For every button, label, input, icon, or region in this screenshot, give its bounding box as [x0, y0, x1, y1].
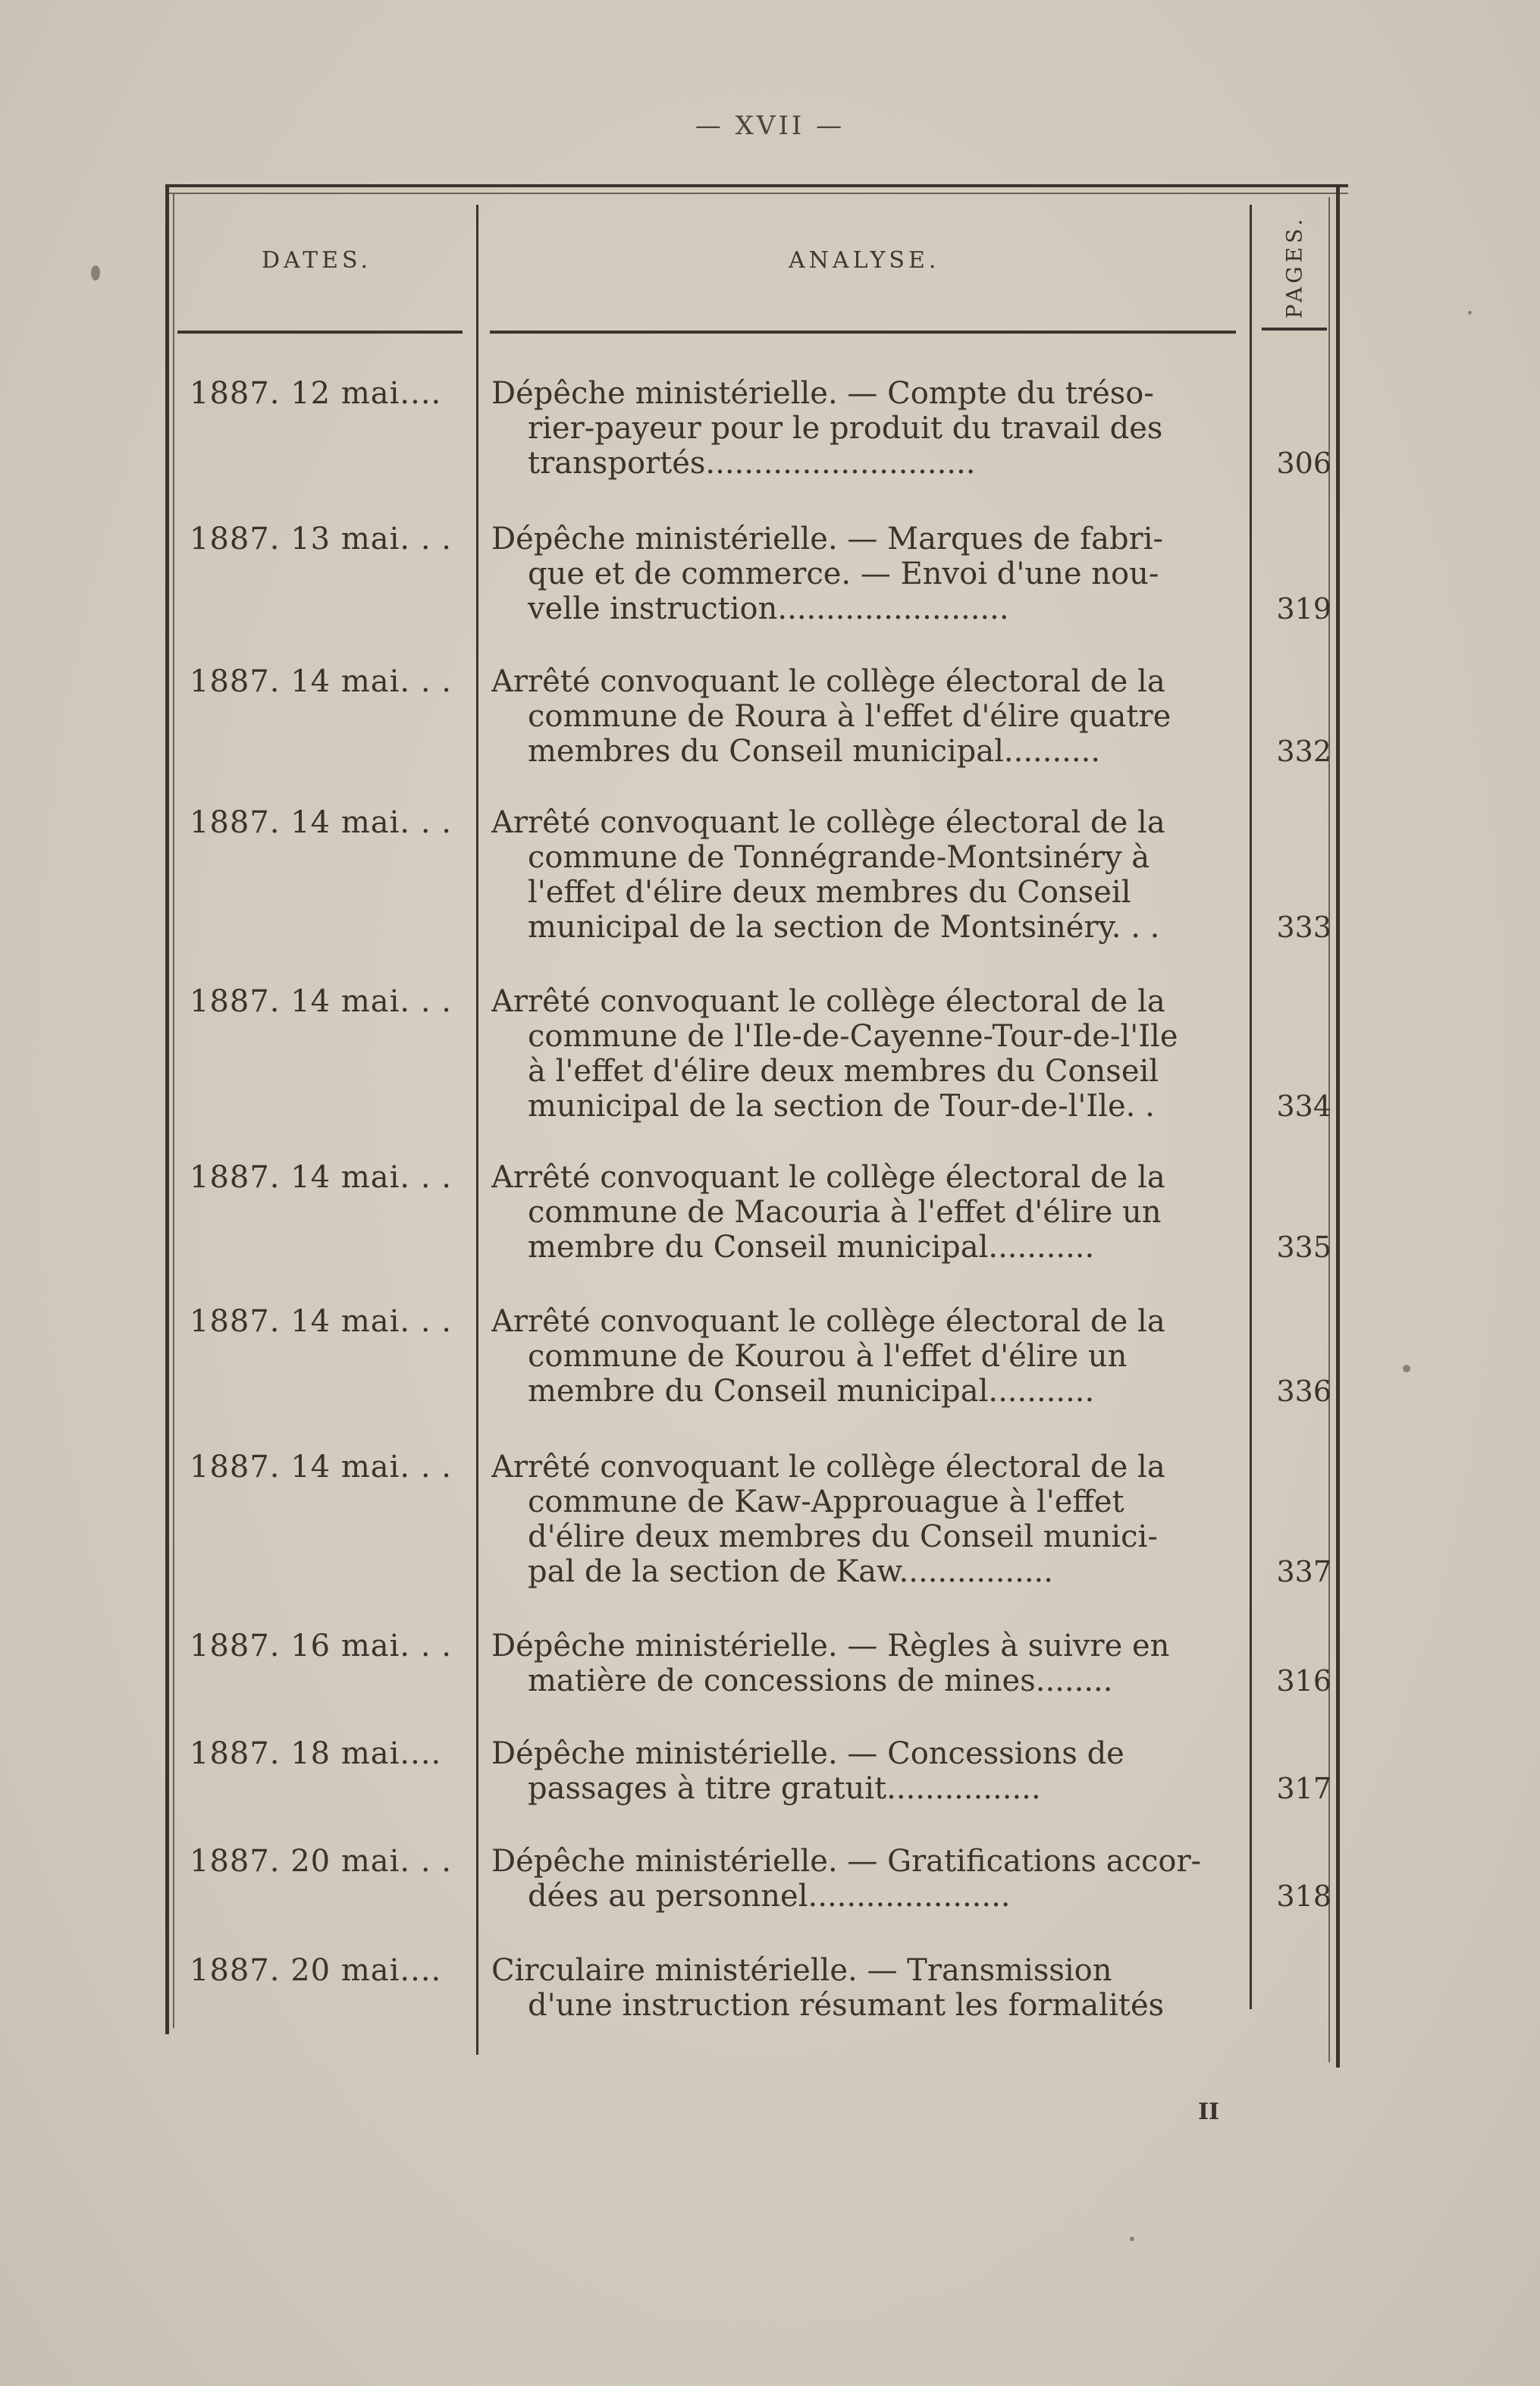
analysis-line: matière de concessions de mines........ — [528, 1663, 1113, 1698]
entry-page-number: 333 — [1276, 911, 1331, 944]
analysis-line: passages à titre gratuit................ — [528, 1771, 1041, 1806]
analysis-line: Arrêté convoquant le collège électoral de la — [491, 664, 1165, 699]
analysis-line: Circulaire ministérielle. — Transmission — [491, 1953, 1112, 1988]
entry-analysis — [491, 984, 1244, 1124]
entry-page-number: 306 — [1276, 447, 1331, 480]
analysis-line: d'une instruction résumant les formalités — [528, 1988, 1165, 2023]
entry-date: 1887. 14 mai. . . — [190, 984, 452, 1019]
column-divider-pages — [1250, 205, 1252, 2009]
header-underline-dates — [177, 331, 463, 334]
entry-date: 1887. 14 mai. . . — [190, 1160, 452, 1195]
table-left-border-inner — [173, 193, 174, 2028]
entry-page-number: 317 — [1276, 1772, 1331, 1805]
analysis-line: Arrêté convoquant le collège électoral de la — [491, 1304, 1165, 1339]
table-right-border — [1336, 187, 1340, 2068]
analysis-line: Dépêche ministérielle. — Marques de fabri- — [491, 522, 1163, 557]
paper-speck — [91, 265, 100, 281]
paper-speck — [1130, 2237, 1134, 2241]
analysis-line: commune de Kourou à l'effet d'élire un — [528, 1339, 1128, 1374]
entry-date: 1887. 16 mai. . . — [190, 1629, 452, 1663]
entry-analysis — [491, 1304, 1244, 1409]
header-pages — [1260, 206, 1328, 328]
entry-analysis — [491, 522, 1244, 626]
entry-analysis — [491, 1629, 1244, 1698]
entry-analysis — [491, 1450, 1244, 1589]
table-top-rule — [165, 184, 1348, 187]
analysis-line: municipal de la section de Tour-de-l'Ile. . — [528, 1089, 1155, 1124]
entry-date: 1887. 14 mai. . . — [190, 664, 452, 699]
entry-analysis — [491, 1160, 1244, 1265]
analysis-line: Arrêté convoquant le collège électoral de la — [491, 984, 1165, 1019]
analysis-line: Dépêche ministérielle. — Gratifications accor- — [491, 1844, 1202, 1879]
header-analyse: ANALYSE. — [789, 247, 940, 274]
entry-date: 1887. 18 mai.... — [190, 1736, 442, 1771]
header-dates: DATES. — [262, 247, 372, 274]
entry-page-number: 318 — [1276, 1880, 1331, 1913]
analysis-line: pal de la section de Kaw................ — [528, 1554, 1053, 1589]
signature-mark: II — [1198, 2099, 1220, 2125]
header-pages-label: PAGES. — [1281, 215, 1307, 319]
analysis-line: Arrêté convoquant le collège électoral de la — [491, 1450, 1165, 1485]
analysis-line: transportés............................ — [528, 446, 976, 481]
entry-analysis — [491, 1953, 1244, 2023]
header-underline-analyse — [490, 331, 1236, 334]
page-folio: — XVII — — [695, 111, 845, 141]
entry-date: 1887. 14 mai. . . — [190, 1450, 452, 1485]
analysis-line: dées au personnel..................... — [528, 1879, 1011, 1914]
analysis-line: Dépêche ministérielle. — Règles à suivre en — [491, 1629, 1170, 1663]
analysis-line: rier-payeur pour le produit du travail des — [528, 411, 1163, 446]
analysis-line: commune de Kaw-Approuague à l'effet — [528, 1485, 1124, 1519]
entry-page-number: 336 — [1276, 1375, 1331, 1408]
entry-page-number: 319 — [1276, 592, 1331, 626]
analysis-line: Dépêche ministérielle. — Concessions de — [491, 1736, 1124, 1771]
entry-date: 1887. 20 mai.... — [190, 1953, 442, 1988]
paper-speck — [1403, 1365, 1410, 1372]
entry-analysis — [491, 1736, 1244, 1806]
analysis-line: velle instruction........................ — [528, 591, 1009, 626]
entry-page-number: 335 — [1276, 1231, 1331, 1264]
entry-date: 1887. 14 mai. . . — [190, 805, 452, 840]
analysis-line: commune de Roura à l'effet d'élire quatre — [528, 699, 1171, 734]
analysis-line: d'élire deux membres du Conseil munici- — [528, 1519, 1158, 1554]
entry-date: 1887. 12 mai.... — [190, 376, 442, 411]
entry-page-number: 334 — [1276, 1090, 1331, 1123]
entry-analysis — [491, 376, 1244, 481]
analysis-line: membre du Conseil municipal........... — [528, 1374, 1095, 1409]
table-left-border — [165, 184, 169, 2034]
entry-page-number: 337 — [1276, 1555, 1331, 1588]
analysis-line: Dépêche ministérielle. — Compte du tréso- — [491, 376, 1154, 411]
entry-page-number: 316 — [1276, 1664, 1331, 1698]
analysis-line: commune de l'Ile-de-Cayenne-Tour-de-l'Ile — [528, 1019, 1178, 1054]
header-underline-pages — [1262, 328, 1327, 331]
analysis-line: que et de commerce. — Envoi d'une nou- — [528, 557, 1159, 591]
analysis-line: commune de Tonnégrande-Montsinéry à — [528, 840, 1150, 875]
analysis-line: commune de Macouria à l'effet d'élire un — [528, 1195, 1162, 1230]
analysis-line: membres du Conseil municipal.......... — [528, 734, 1101, 769]
analysis-line: à l'effet d'élire deux membres du Conseil — [528, 1054, 1159, 1089]
analysis-line: municipal de la section de Montsinéry. . . — [528, 910, 1160, 945]
entry-date: 1887. 20 mai. . . — [190, 1844, 452, 1879]
table-top-rule-thin — [165, 193, 1348, 194]
paper-speck — [1468, 311, 1472, 315]
analysis-line: Arrêté convoquant le collège électoral de la — [491, 805, 1165, 840]
entry-page-number: 332 — [1276, 735, 1331, 768]
analysis-line: membre du Conseil municipal........... — [528, 1230, 1095, 1265]
entry-analysis — [491, 664, 1244, 769]
column-divider-dates — [476, 205, 478, 2055]
entry-analysis — [491, 805, 1244, 945]
entry-date: 1887. 13 mai. . . — [190, 522, 452, 557]
analysis-line: l'effet d'élire deux membres du Conseil — [528, 875, 1131, 910]
analysis-line: Arrêté convoquant le collège électoral de la — [491, 1160, 1165, 1195]
entry-analysis — [491, 1844, 1244, 1914]
entry-date: 1887. 14 mai. . . — [190, 1304, 452, 1339]
